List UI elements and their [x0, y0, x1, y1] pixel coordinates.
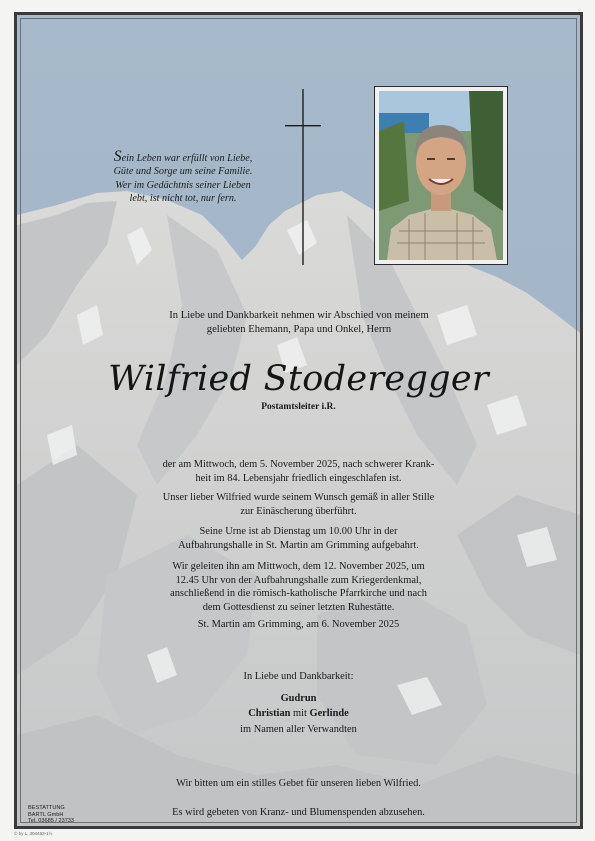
intro-text — [98, 309, 500, 337]
mourners-relatives: im Namen aller Verwandten — [240, 724, 357, 735]
prayer-request: Wir bitten um ein stilles Gebet für unseren lieben Wilfried. — [176, 778, 421, 789]
funeral-paragraph — [77, 560, 520, 614]
mourner-name-gudrun: Gudrun — [280, 693, 317, 704]
latin-cross-icon — [283, 89, 323, 265]
cremation-line-1: Unser lieber Wilfried wurde seinem Wunsch gemäß in aller Stille — [162, 492, 435, 503]
mourner-names-christian-gerlinde — [77, 707, 520, 721]
deceased-name: Wilfried Stoderegger — [108, 359, 489, 399]
undertaker-line-3: Tel. 03685 / 23733 — [28, 818, 75, 825]
mourner-connector: mit — [290, 708, 310, 719]
cremation-paragraph — [77, 491, 520, 518]
verse-line-1: ein Leben war erfüllt von Liebe, — [121, 153, 253, 164]
flowers-request: Es wird gebeten von Kranz- und Blumenspenden abzusehen. — [172, 807, 425, 818]
obituary-card — [14, 12, 583, 829]
undertaker-line-1: BESTATTUNG — [28, 805, 65, 811]
urn-line-2: Aufbahrungshalle in St. Martin am Grimming aufgebahrt. — [178, 539, 419, 551]
print-imprint: © by L. 304453-1½ — [14, 831, 53, 836]
death-notice-line-2: heit im 84. Lebensjahr friedlich eingeschlafen ist. — [195, 472, 402, 484]
undertaker-line-2: BARTL GmbH — [28, 811, 64, 818]
memorial-verse — [103, 150, 263, 205]
place-date: St. Martin am Grimming, am 6. November 2025 — [197, 619, 400, 630]
intro-line-1: In Liebe und Dankbarkeit nehmen wir Abschied von meinem — [169, 310, 429, 321]
mourners-thanks: In Liebe und Dankbarkeit: — [243, 671, 354, 682]
death-notice-line-1: der am Mittwoch, dem 5. November 2025, nach schwerer Krank- — [162, 459, 435, 470]
verse-line-3: Wer im Gedächtnis seiner Lieben — [115, 179, 251, 191]
verse-line-4: lebt, ist nicht tot, nur fern. — [129, 192, 237, 204]
urn-line-1: Seine Urne ist ab Dienstag um 10.00 Uhr in der — [199, 526, 398, 537]
mourner-name-christian: Christian — [248, 708, 291, 719]
undertaker-logo — [28, 805, 88, 825]
funeral-line-2: 12.45 Uhr von der Aufbahrungshalle zum Kriegerdenkmal, — [175, 574, 422, 586]
mourner-name-gerlinde: Gerlinde — [309, 708, 349, 719]
death-notice-paragraph — [77, 458, 520, 485]
portrait-image — [379, 91, 503, 260]
funeral-line-3: anschließend in die römisch-katholische Pfarrkirche und nach — [170, 588, 427, 600]
funeral-line-4: dem Gottesdienst zu seiner letzten Ruhestätte. — [202, 601, 395, 613]
funeral-line-1: Wir geleiten ihn am Mittwoch, dem 12. November 2025, um — [172, 561, 425, 572]
verse-initial: S — [113, 148, 122, 165]
portrait-photo — [374, 86, 508, 265]
intro-line-2: geliebten Ehemann, Papa und Onkel, Herrn — [206, 324, 392, 335]
deceased-title: Postamtsleiter i.R. — [261, 402, 336, 412]
cremation-line-2: zur Einäscherung überführt. — [240, 505, 357, 517]
verse-line-2: Güte und Sorge um seine Familie. — [113, 166, 253, 178]
urn-paragraph — [77, 525, 520, 552]
